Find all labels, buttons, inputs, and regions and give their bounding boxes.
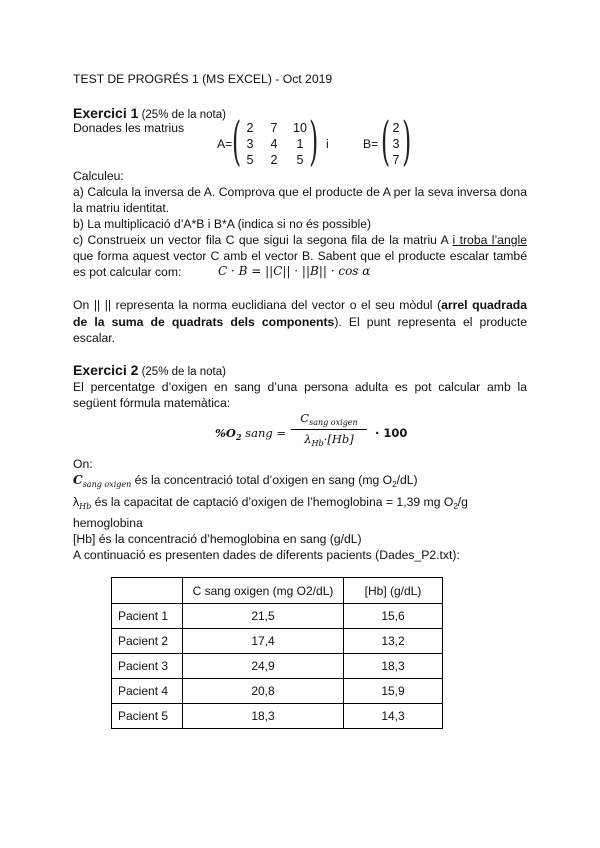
document-title: TEST DE PROGRÉS 1 (MS EXCEL) - Oct 2019 — [73, 72, 333, 86]
task-b: b) La multiplicació d’A*B i B*A (indica si no és possible) — [73, 217, 372, 231]
matrix-a-cell: 5 — [246, 153, 254, 167]
table-cell: 15,9 — [344, 679, 443, 704]
table-row — [112, 604, 443, 629]
task-c-text: c) Construeix un vector fila C que sigui la segona fila de la matriu A — [73, 233, 453, 247]
task-c-underlined: i troba l’angle — [452, 233, 527, 247]
on-label: On: — [73, 457, 93, 471]
matrix-a — [232, 112, 318, 172]
table-row — [112, 704, 443, 729]
cosine-formula: C · B = ||C|| · ||B|| · cos α — [218, 264, 371, 278]
task-c-line3: es pot calcular com: — [73, 265, 182, 279]
norm-note-bold: arrel quadrada — [441, 298, 527, 312]
ex2-heading-line — [73, 362, 226, 378]
matrix-a-left-paren: ( — [232, 112, 242, 172]
table-cell: 20,8 — [183, 679, 344, 704]
table-cell: 17,4 — [183, 629, 344, 654]
table-cell: Pacient 1 — [112, 604, 183, 629]
ex1-heading: Exercici 1 — [73, 105, 139, 121]
matrix-a-cell: 5 — [296, 153, 304, 167]
def-c — [73, 473, 418, 489]
def-c-text: és la concentració total d’oxigen en sang (mg O — [131, 473, 393, 487]
matrix-b-cell: 3 — [392, 137, 400, 151]
matrix-a-cell: 1 — [296, 137, 304, 151]
matrix-separator: i — [326, 137, 329, 151]
def-lambda-text: és la capacitat de captació d’oxigen de l’hemoglobina = 1,39 mg O — [91, 495, 454, 509]
ex2-heading: Exercici 2 — [73, 362, 139, 378]
matrix-a-cell: 10 — [293, 121, 307, 135]
table-cell: 21,5 — [183, 604, 344, 629]
fraction-bar — [291, 429, 367, 430]
def-c-sub2: 2 — [392, 480, 397, 489]
matrix-b-left-paren: ( — [381, 112, 391, 172]
matrix-a-cell: 2 — [246, 121, 254, 135]
calc-label: Calculeu: — [73, 169, 124, 183]
table-cell: 15,6 — [344, 604, 443, 629]
label-a: A= — [217, 137, 233, 151]
table-row — [112, 679, 443, 704]
formula-left: $\%O_2$ sang = — [215, 426, 287, 442]
task-c-line1 — [73, 233, 527, 248]
table-cell: Pacient 2 — [112, 629, 183, 654]
def-c-end: /dL) — [396, 473, 418, 487]
data-intro: A continuació es presenten dades de diferents pacients (Dades_P2.txt): — [73, 548, 460, 562]
task-a-line2: la matriu identitat. — [73, 201, 170, 215]
matrix-b-right-paren: ) — [401, 112, 411, 172]
table-cell: 18,3 — [183, 704, 344, 729]
table-header-cell: [Hb] (g/dL) — [344, 578, 443, 604]
matrix-a-cell: 2 — [270, 153, 278, 167]
matrix-b-cell: 2 — [392, 121, 400, 135]
table-cell: 13,2 — [344, 629, 443, 654]
def-lambda — [73, 495, 468, 511]
matrix-a-cell: 4 — [270, 137, 278, 151]
def-lambda-sub: Hb — [79, 502, 92, 511]
matrix-a-right-paren: ) — [308, 112, 318, 172]
norm-note-line1 — [73, 298, 527, 313]
task-c-line2: que forma aquest vector C amb el vector B. Sabent que el producte escalar també — [73, 249, 527, 263]
norm-note-text2: ). El punt representa el producte — [334, 315, 527, 329]
ex2-para-line2: següent fórmula matemàtica: — [73, 396, 231, 410]
formula-denominator: $\lambda_{Hb}\cdot[Hb]$ — [304, 432, 354, 448]
ex1-heading-line — [73, 105, 226, 121]
table-row — [112, 629, 443, 654]
table-header-cell: C sang oxigen (mg O2/dL) — [183, 578, 344, 604]
norm-note-text: On || || representa la norma euclidiana del vector o el seu mòdul ( — [73, 298, 442, 312]
ex1-weight: (25% de la nota) — [138, 109, 226, 121]
task-a-line1: a) Calcula la inversa de A. Comprova que el producte de A per la seva inversa dona — [73, 185, 527, 199]
def-lambda-cont: hemoglobina — [73, 516, 143, 530]
matrix-a-cell: 7 — [270, 121, 278, 135]
def-c-symbol: C — [73, 473, 83, 487]
ex1-intro: Donades les matrius — [73, 121, 185, 135]
def-c-sub: sang oxigen — [82, 480, 132, 489]
ex2-weight: (25% de la nota) — [138, 366, 226, 378]
table-cell: 14,3 — [344, 704, 443, 729]
table-row — [112, 654, 443, 679]
table-header-cell — [112, 578, 183, 604]
oxygen-formula — [215, 410, 408, 452]
def-lambda-end: /g — [457, 495, 468, 509]
matrix-a-cell: 3 — [246, 137, 254, 151]
table-cell: 24,9 — [183, 654, 344, 679]
def-hb: [Hb] és la concentració d’hemoglobina en sang (g/dL) — [73, 532, 362, 546]
table-cell: Pacient 3 — [112, 654, 183, 679]
patients-table — [111, 577, 443, 729]
table-cell: 18,3 — [344, 654, 443, 679]
matrix-b-cell: 7 — [392, 153, 400, 167]
ex2-para-line1: El percentatge d’oxigen en sang d’una persona adulta es pot calcular amb la — [73, 380, 527, 394]
table-cell: Pacient 5 — [112, 704, 183, 729]
matrix-b — [381, 112, 411, 172]
def-lambda-sub2: 2 — [453, 502, 458, 511]
formula-right: · 100 — [375, 426, 408, 440]
table-header-row — [112, 578, 443, 604]
table-cell: Pacient 4 — [112, 679, 183, 704]
def-lambda-symbol: λ — [73, 495, 80, 509]
norm-note-line3: escalar. — [73, 331, 116, 345]
norm-note-bold2: de la suma de quadrats dels components — [73, 315, 335, 329]
formula-numerator: $C_{sang oxigen}$ — [300, 411, 358, 427]
norm-note-line2 — [73, 315, 527, 330]
label-b: B= — [363, 137, 379, 151]
